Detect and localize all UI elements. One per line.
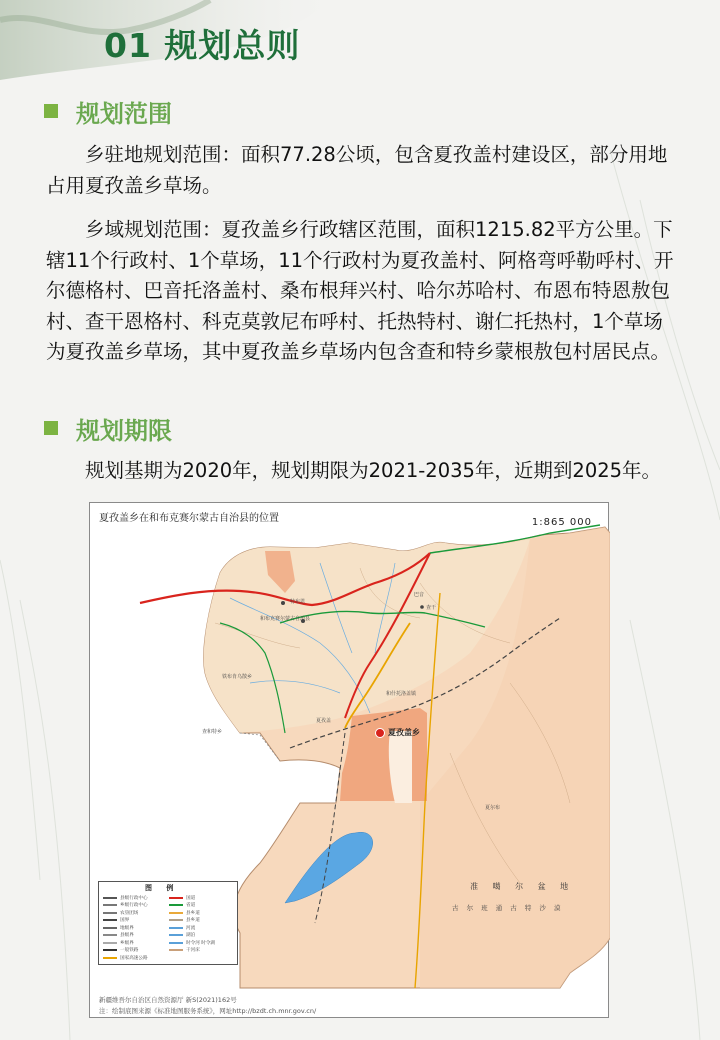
legend-item: 一般铁路 <box>103 947 148 955</box>
section-heading-period <box>44 411 172 445</box>
square-bullet-icon <box>44 421 58 435</box>
map-place-label: 和什托洛盖镇 <box>386 691 417 697</box>
square-bullet-icon <box>44 104 58 118</box>
section-heading-label: 规划期限 <box>76 416 172 445</box>
map-legend <box>98 881 238 965</box>
legend-item: 县乡道 <box>169 917 215 925</box>
legend-item: 县乡道 <box>169 909 215 917</box>
legend-right-column <box>169 894 215 954</box>
location-map <box>89 502 609 1018</box>
map-footer-approval: 新疆维吾尔自治区自然资源厅 新S(2021)162号 <box>99 996 237 1004</box>
legend-item: 河流 <box>169 924 215 932</box>
legend-item: 湖泊 <box>169 932 215 940</box>
paragraph-period: 规划基期为2020年，规划期限为2021-2035年，近期到2025年。 <box>85 459 662 482</box>
township-label: 夏孜盖乡 <box>388 728 420 737</box>
highlight-zone <box>340 708 427 801</box>
legend-item: 县级界 <box>103 932 148 940</box>
legend-item: 国家高速公路 <box>103 954 148 962</box>
legend-item: 乡级行政中心 <box>103 902 148 910</box>
legend-item: 省道 <box>169 902 215 910</box>
map-scale: 1:865 000 <box>531 517 592 528</box>
legend-item: 干河床 <box>169 947 215 955</box>
map-title: 夏孜盖乡在和布克赛尔蒙古自治县的位置 <box>99 513 279 524</box>
legend-item: 乡级界 <box>103 939 148 947</box>
legend-title: 图 例 <box>145 884 180 892</box>
map-place-label: 夏孜盖 <box>316 718 332 724</box>
map-place-label: 和布克赛尔蒙古自治县 <box>260 616 311 622</box>
map-place-label: 查和特乡 <box>202 729 223 735</box>
desert-label: 古 尔 班 通 古 特 沙 漠 <box>452 904 564 912</box>
section-heading-scope <box>44 94 172 128</box>
map-place-label: 夏尔布 <box>485 805 501 811</box>
paragraph-town-scope: 乡驻地规划范围：面积77.28公顷，包含夏孜盖村建设区，部分用地占用夏孜盖乡草场。 <box>46 143 668 197</box>
legend-item: 农垦团场 <box>103 909 148 917</box>
map-place-label: 特布恩 <box>290 599 306 605</box>
section-heading-label: 规划范围 <box>76 99 172 128</box>
map-place-label: 查干 <box>426 605 437 611</box>
legend-item: 地级界 <box>103 924 148 932</box>
map-footer-source: 注：绘制底图来源《标准地图服务系统》，网址http://bzdt.ch.mnr.gov.cn/ <box>99 1007 317 1015</box>
paragraph-township-scope: 乡域规划范围：夏孜盖乡行政辖区范围，面积1215.82平方公里。下辖11个行政村、1个草场，11个行政村为夏孜盖村、阿格弯呼勒呼村、开尔德格村、巴音托洛盖村、桑布根拜兴村、哈尔苏哈村、布恩布特恩敖包村、查干恩格村、科克莫敦尼布呼村、托热特村、谢仁托热村，1个草场为夏孜盖乡草场，其中夏孜盖乡草场内包含查和特乡蒙根敖包村居民点。 <box>46 218 674 363</box>
legend-item: 时令河 时令湖 <box>169 939 215 947</box>
township-seat-marker <box>376 729 385 738</box>
page-title: 01 规划总则 <box>104 26 301 65</box>
legend-left-column <box>103 894 148 962</box>
legend-item: 县级行政中心 <box>103 894 148 902</box>
map-place-label: 巴音 <box>414 592 425 598</box>
basin-label: 准 噶 尔 盆 地 <box>470 882 575 891</box>
legend-item: 国道 <box>169 894 215 902</box>
legend-item: 国界 <box>103 917 148 925</box>
map-place-label: 铁布肯乌散乡 <box>222 674 253 680</box>
